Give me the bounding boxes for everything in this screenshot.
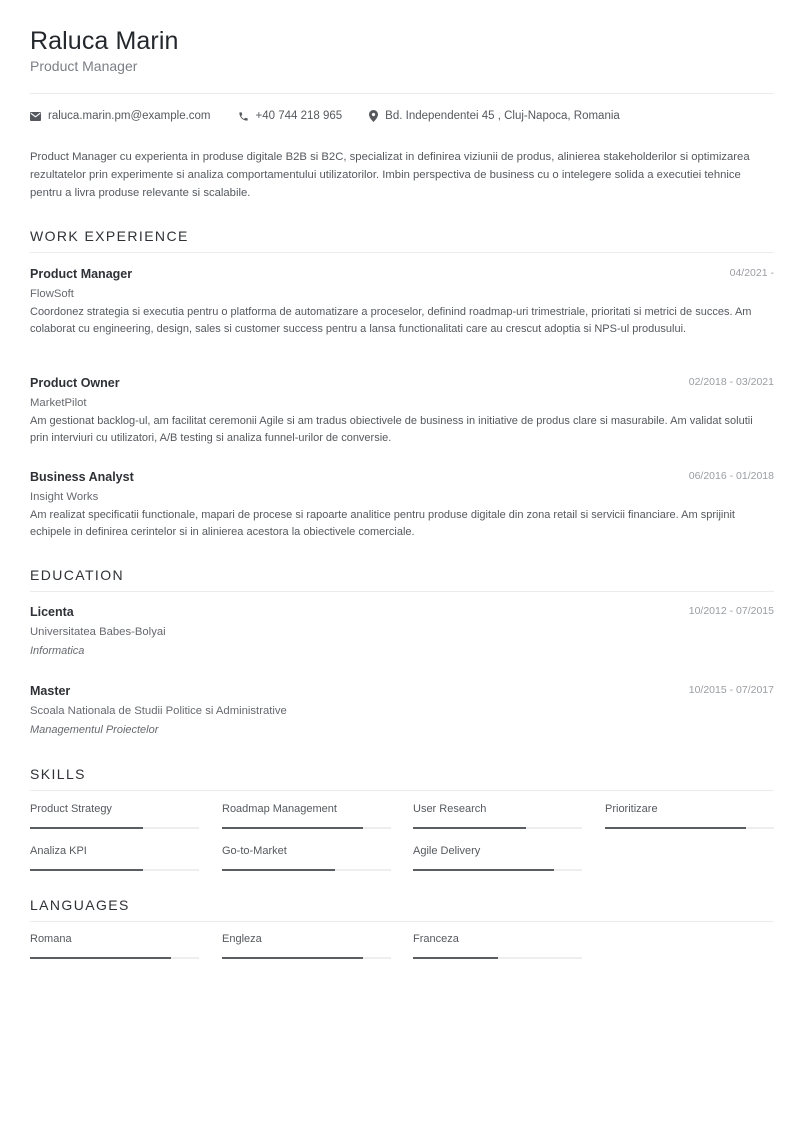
header-divider	[30, 93, 774, 94]
language	[30, 933, 199, 945]
skill	[222, 803, 391, 815]
skill-level-fill	[30, 869, 143, 871]
work-company: Insight Works	[30, 491, 99, 503]
section-title-languages: LANGUAGES	[30, 897, 130, 913]
work-dates: 04/2021 -	[729, 267, 774, 279]
skill-label: Prioritizare	[605, 803, 658, 815]
work-entry	[30, 376, 774, 447]
skill-level-fill	[413, 869, 554, 871]
language-label: Franceza	[413, 933, 459, 945]
profile-summary: Product Manager cu experienta in produse digitale B2B si B2C, specializat in definirea viziunii de produs, alinierea stakeholderilor si optimizarea rezultatelor prin experimente si analiza comportamentului utilizatorilor. Imbin perspectiva de business cu o intelegere solida a executiei tehnice pentru a livra produse relevante si scalabile.	[30, 151, 750, 199]
language-level-fill	[222, 957, 363, 959]
skill-label: Product Strategy	[30, 803, 112, 815]
skill-label: Analiza KPI	[30, 845, 87, 857]
work-description: Am realizat specificatii functionale, mapari de procese si rapoarte analitice pentru produse digitale din zona retail si servicii financiare. Am sprijinit echipele in definirea cerintelor si in alinierea acestora la obiectivele comerciale.	[30, 509, 735, 538]
work-role: Product Manager	[30, 267, 133, 281]
skill-level-bar	[413, 869, 582, 871]
section-divider	[30, 591, 774, 592]
mail-icon	[30, 112, 41, 121]
education-dates: 10/2012 - 07/2015	[688, 605, 774, 617]
language-level-bar	[30, 957, 199, 959]
candidate-name: Raluca Marin	[30, 27, 179, 55]
education-degree: Licenta	[30, 605, 74, 619]
skill-level-fill	[413, 827, 526, 829]
section-divider	[30, 921, 774, 922]
contact-row	[30, 110, 647, 122]
skill	[222, 845, 391, 857]
work-company: FlowSoft	[30, 288, 74, 300]
skill-level-bar	[413, 827, 582, 829]
work-description: Coordonez strategia si executia pentru o platforma de automatizare a proceselor, definind roadmap-uri trimestriale, prioritati si metrici de succes. Am colaborat cu engineering, design, sales si customer success pentru a lansa functionalitati care au crescut adoptia si NPS-ul produsului.	[30, 306, 752, 335]
section-divider	[30, 252, 774, 253]
skill	[413, 845, 582, 857]
skill-level-bar	[30, 869, 199, 871]
language	[413, 933, 582, 945]
language-level-bar	[413, 957, 582, 959]
work-company: MarketPilot	[30, 397, 87, 409]
skill	[605, 803, 774, 815]
address-text: Bd. Independentei 45 , Cluj-Napoca, Romania	[385, 110, 620, 122]
skill-level-fill	[605, 827, 746, 829]
education-school: Scoala Nationala de Studii Politice si Administrative	[30, 705, 287, 717]
section-title-work: WORK EXPERIENCE	[30, 228, 189, 244]
candidate-title: Product Manager	[30, 58, 138, 74]
email-text: raluca.marin.pm@example.com	[48, 110, 211, 122]
work-dates: 02/2018 - 03/2021	[688, 376, 774, 388]
section-title-education: EDUCATION	[30, 567, 125, 583]
skill-level-bar	[605, 827, 774, 829]
location-pin-icon	[369, 110, 378, 122]
skill-level-bar	[222, 827, 391, 829]
skill-level-fill	[222, 869, 335, 871]
language-level-bar	[222, 957, 391, 959]
skill-label: User Research	[413, 803, 487, 815]
contact-address	[369, 110, 620, 122]
education-degree: Master	[30, 684, 71, 698]
skill-level-fill	[222, 827, 363, 829]
phone-icon	[238, 111, 249, 122]
work-role: Product Owner	[30, 376, 120, 390]
skill	[413, 803, 582, 815]
education-field: Informatica	[30, 645, 85, 657]
section-title-skills: SKILLS	[30, 766, 86, 782]
work-dates: 06/2016 - 01/2018	[688, 470, 774, 482]
skill-label: Agile Delivery	[413, 845, 481, 857]
education-school: Universitatea Babes-Bolyai	[30, 626, 166, 638]
education-field: Managementul Proiectelor	[30, 724, 159, 736]
education-entry	[30, 684, 774, 736]
contact-email[interactable]	[30, 110, 211, 122]
language-label: Romana	[30, 933, 72, 945]
skill-label: Go-to-Market	[222, 845, 287, 857]
work-role: Business Analyst	[30, 470, 134, 484]
skill-level-bar	[30, 827, 199, 829]
skill-level-fill	[30, 827, 143, 829]
skill	[30, 845, 199, 857]
language-level-fill	[413, 957, 498, 959]
skill	[30, 803, 199, 815]
language-label: Engleza	[222, 933, 262, 945]
skill-label: Roadmap Management	[222, 803, 337, 815]
phone-text: +40 744 218 965	[255, 110, 343, 122]
language	[222, 933, 391, 945]
skill-level-bar	[222, 869, 391, 871]
section-divider	[30, 790, 774, 791]
contact-phone[interactable]	[238, 110, 343, 122]
work-entry	[30, 267, 774, 338]
education-entry	[30, 605, 774, 657]
education-dates: 10/2015 - 07/2017	[688, 684, 774, 696]
work-entry	[30, 470, 774, 541]
language-level-fill	[30, 957, 171, 959]
work-description: Am gestionat backlog-ul, am facilitat ceremonii Agile si am tradus obiectivele de business in initiative de produs clare si masurabile. Am validat solutii prin interviuri cu utilizatori, A/B testing si analiza funnel-urilor de conversie.	[30, 415, 753, 444]
